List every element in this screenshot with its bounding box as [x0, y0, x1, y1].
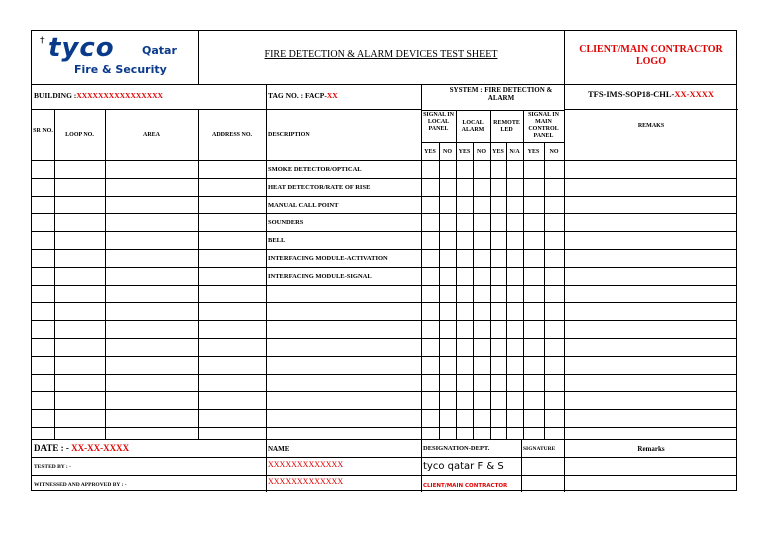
row-divider: [32, 249, 736, 250]
row-description: MANUAL CALL POINT: [268, 202, 339, 209]
row-divider: [32, 302, 736, 303]
logo-region: Qatar: [142, 44, 177, 57]
name-header: NAME: [268, 445, 290, 453]
tested-by-dept: tyco qatar F & S: [423, 461, 504, 472]
row-description: SOUNDERS: [268, 219, 304, 226]
row-divider: [32, 178, 736, 179]
doc-ref-value: XX-XXXX: [674, 89, 715, 99]
col-area: AREA: [142, 132, 160, 138]
tag-label: TAG NO. : FACP-: [268, 91, 327, 100]
date-label: DATE : -: [34, 443, 72, 453]
signature-header: SIGNATURE: [523, 446, 556, 452]
row-divider: [32, 338, 736, 339]
subhead-yes: YES: [458, 149, 471, 155]
row-divider: [32, 231, 736, 232]
col-remote-led: REMOTE LED: [493, 120, 520, 133]
col-remarks: REMAKS: [637, 123, 665, 129]
subhead-no: NO: [443, 149, 452, 155]
date-value: XX-XX-XXXX: [71, 443, 130, 453]
row-divider: [32, 267, 736, 268]
row-divider: [32, 374, 736, 375]
witnessed-by-dept: CLIENT/MAIN CONTRACTOR: [423, 483, 508, 489]
row-divider: [32, 409, 736, 410]
designation-header: DESIGNATION-DEPT.: [423, 445, 490, 452]
row-divider: [32, 427, 736, 428]
document-reference: [564, 89, 738, 99]
building-value: XXXXXXXXXXXXXXXX: [76, 91, 163, 100]
col-loop-no: LOOP NO.: [65, 132, 94, 138]
col-address-no: ADDRESS NO.: [211, 132, 252, 138]
witnessed-by-name: XXXXXXXXXXXXX: [268, 477, 344, 486]
col-local-alarm: LOCAL ALARM: [461, 120, 485, 133]
logo-brand: tyco: [48, 33, 115, 63]
system-label: SYSTEM : FIRE DETECTION & ALARM: [449, 86, 553, 102]
logo-mark-icon: †: [40, 36, 45, 46]
row-divider: [32, 213, 736, 214]
date-field: [34, 443, 129, 453]
row-description: INTERFACING MODULE-SIGNAL: [268, 273, 372, 280]
row-description: INTERFACING MODULE-ACTIVATION: [268, 255, 388, 262]
subhead-no: NO: [477, 149, 486, 155]
row-divider: [32, 320, 736, 321]
col-sr-no: SR NO.: [33, 128, 53, 134]
witnessed-by-label: WITNESSED AND APPROVED BY : -: [34, 482, 127, 488]
subhead-no: NO: [549, 149, 559, 155]
row-divider: [32, 356, 736, 357]
building-field: [34, 91, 163, 100]
row-divider: [32, 196, 736, 197]
tested-by-name: XXXXXXXXXXXXX: [268, 460, 344, 469]
client-logo-placeholder: CLIENT/MAIN CONTRACTOR LOGO: [579, 44, 723, 67]
sheet-title: FIRE DETECTION & ALARM DEVICES TEST SHEET: [264, 49, 498, 60]
subhead-na: N/A: [509, 149, 520, 155]
col-description: DESCRIPTION: [268, 132, 310, 138]
col-signal-local-panel: SIGNAL IN LOCAL PANEL: [423, 112, 454, 132]
tag-value: XX: [326, 91, 338, 100]
tested-by-label: TESTED BY : -: [34, 464, 71, 470]
building-label: BUILDING :: [34, 91, 77, 100]
tyco-logo: [40, 33, 200, 79]
tag-field: [268, 91, 338, 100]
subhead-yes: YES: [492, 149, 504, 155]
row-divider: [32, 285, 736, 286]
doc-ref-prefix: TFS-IMS-SOP18-CHL-: [587, 89, 675, 99]
row-description: BELL: [268, 237, 286, 244]
row-description: HEAT DETECTOR/RATE OF RISE: [268, 184, 371, 191]
col-signal-main-panel: SIGNAL IN MAIN CONTROL PANEL: [528, 112, 559, 139]
row-divider: [32, 391, 736, 392]
subhead-yes: YES: [424, 149, 436, 155]
subhead-yes: YES: [527, 149, 540, 155]
row-description: SMOKE DETECTOR/OPTICAL: [268, 166, 362, 173]
remarks-header: Remarks: [637, 445, 665, 453]
test-sheet: [31, 30, 737, 491]
logo-tagline: Fire & Security: [74, 63, 167, 76]
